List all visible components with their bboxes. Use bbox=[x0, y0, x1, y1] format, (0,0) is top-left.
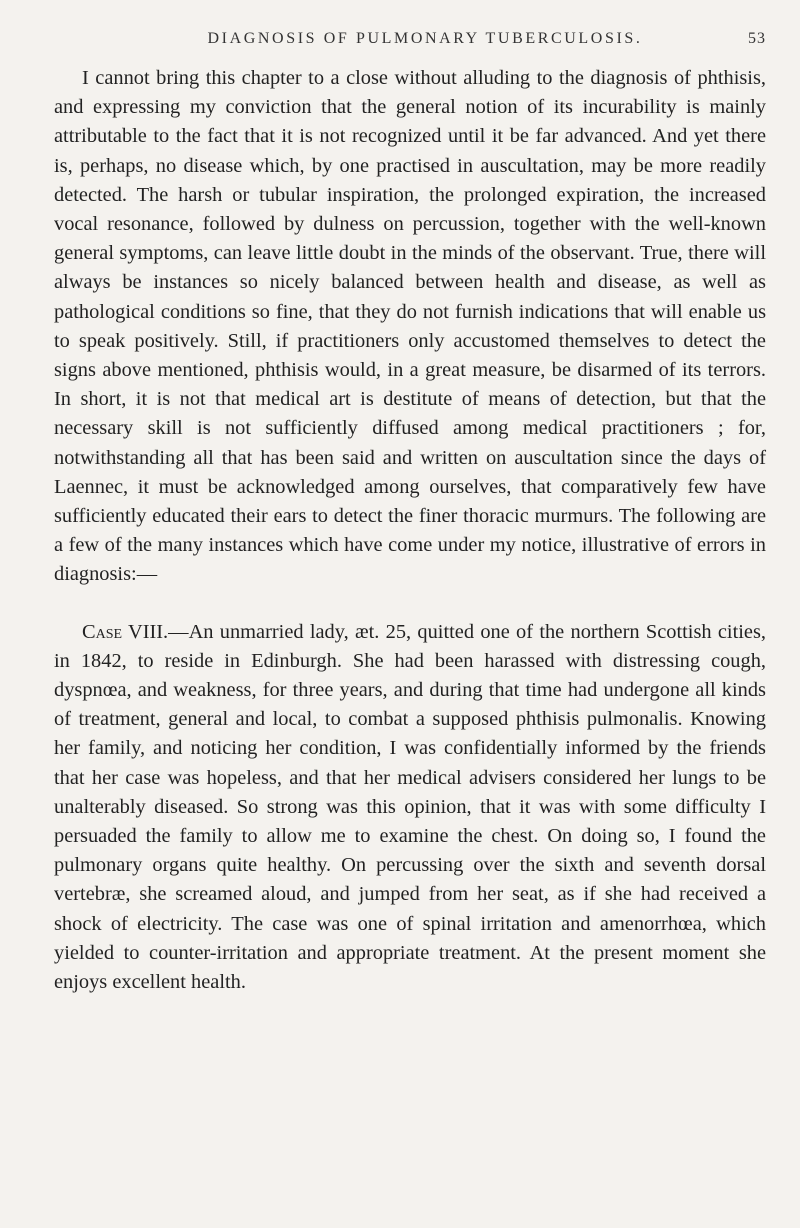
page-number: 53 bbox=[748, 30, 766, 47]
running-head bbox=[54, 30, 766, 58]
running-title: DIAGNOSIS OF PULMONARY TUBERCULOSIS. bbox=[207, 30, 643, 47]
case-text: —An unmarried lady, æt. 25, quitted one of the northern Scottish cities, in 1842, to reside in Edinburgh. She had been harassed with distressing cough, dyspnœa, and weakness, for three years, and during that time had undergone all kinds of treatment, general and local, to combat a supposed phthisis pulmonalis. Knowing her family, and noticing her condition, I was confidentially informed by the friends that her case was hopeless, and that her medical advisers considered her lungs to be unalterably diseased. So strong was this opinion, that it was with some difficulty I persuaded the family to allow me to examine the chest. On doing so, I found the pulmonary organs quite healthy. On percussing over the sixth and seventh dorsal vertebræ, she screamed aloud, and jumped from her seat, as if she had received a shock of electricity. The case was one of spinal irritation and amenorrhœa, which yielded to counter-irritation and appropriate treatment. At the present moment she enjoys excellent health. bbox=[54, 620, 767, 994]
paragraph-case-viii bbox=[54, 618, 766, 998]
case-label: Case VIII. bbox=[82, 620, 169, 643]
body-text bbox=[54, 64, 766, 997]
book-page bbox=[54, 30, 766, 997]
paragraph-phthisis-diagnosis: I cannot bring this chapter to a close without alluding to the diagnosis of phthisis, and expressing my conviction that the general notion of its incurability is mainly attributable to the fact that it is not recognized until it be far advanced. And yet there is, perhaps, no disease which, by one practised in auscultation, may be more readily detected. The harsh or tubular inspiration, the prolonged expiration, the increased vocal resonance, followed by dulness on percussion, together with the well-known general symptoms, can leave little doubt in the minds of the observant. True, there will always be instances so nicely balanced between health and disease, as well as pathological conditions so fine, that they do not furnish indications that will enable us to speak positively. Still, if practitioners only accustomed themselves to detect the signs above mentioned, phthisis would, in a great measure, be disarmed of its terrors. In short, it is not that medical art is destitute of means of detection, but that the necessary skill is not sufficiently diffused among medical practitioners ; for, notwithstanding all that has been said and written on auscultation since the days of Laennec, it must be acknowledged among ourselves, that comparatively few have sufficiently educated their ears to detect the finer thoracic murmurs. The following are a few of the many instances which have come under my notice, illustrative of errors in diagnosis:— bbox=[54, 67, 766, 586]
